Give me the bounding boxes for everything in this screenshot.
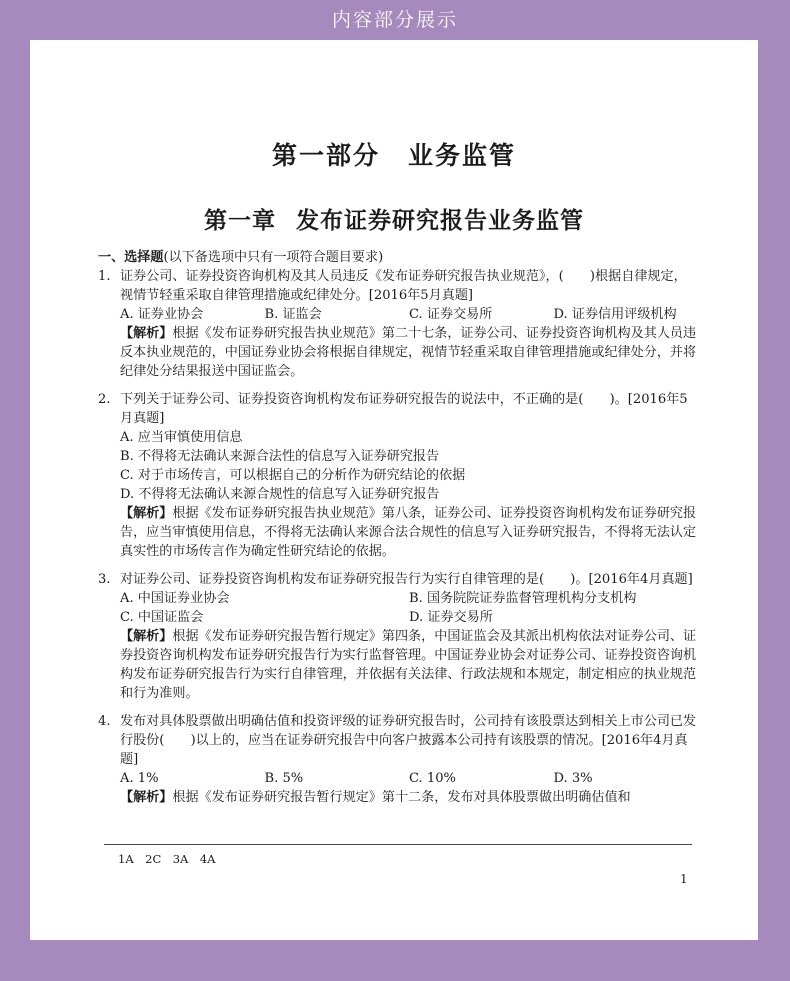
option-a: A. 证券业协会 xyxy=(120,307,204,322)
option-b: B. 证监会 xyxy=(264,307,322,322)
question-1 xyxy=(98,267,698,381)
option-b: B. 不得将无法确认来源合法性的信息写入证券研究报告 xyxy=(120,449,440,464)
option-d: D. 不得将无法确认来源合规性的信息写入证券研究报告 xyxy=(120,487,440,502)
chapter-label: 第一章 xyxy=(204,207,276,234)
chapter-title xyxy=(30,202,758,235)
question-stem: 发布对具体股票做出明确估值和投资评级的证券研究报告时，公司持有该股票达到相关上市公司已发行股份( )以上的，应当在证券研究报告中向客户披露本公司持有该股票的情况。[2016年4月真题] xyxy=(120,714,697,767)
option-c: C. 证券交易所 xyxy=(409,307,493,322)
analysis-text: 根据《发布证券研究报告执业规范》第二十七条，证券公司、证券投资咨询机构及其人员违反本执业规范的，中国证券业协会将根据自律规定，视情节轻重采取自律管理措施或纪律处分，并将纪律处分结果报送中国证监会。 xyxy=(120,326,697,379)
analysis-tag: 【解析】 xyxy=(120,506,173,521)
option-list xyxy=(120,428,698,504)
section-title: 一、选择题 xyxy=(98,250,164,265)
option-b: B. 国务院院证券监督管理机构分支机构 xyxy=(409,591,637,606)
option-b: B. 5% xyxy=(264,771,304,786)
part-title xyxy=(30,136,758,172)
part-label: 第一部分 xyxy=(271,141,380,170)
showcase-banner: 内容部分展示 xyxy=(331,9,458,31)
option-d: D. 3% xyxy=(553,771,593,786)
chapter-name: 发布证券研究报告业务监管 xyxy=(296,207,584,234)
question-number: 4. xyxy=(98,714,111,729)
question-number: 3. xyxy=(98,572,111,587)
option-c: C. 中国证监会 xyxy=(120,610,204,625)
question-4 xyxy=(98,712,698,807)
analysis xyxy=(120,788,698,807)
option-a: A. 1% xyxy=(120,771,159,786)
option-list xyxy=(120,305,698,324)
analysis-text: 根据《发布证券研究报告暂行规定》第四条，中国证监会及其派出机构依法对证券公司、证券投资咨询机构发布证券研究报告行为实行监督管理。中国证券业协会对证券公司、证券投资咨询机构发布证券研究报告行为实行自律管理，并依据有关法律、行政法规和本规定，制定相应的执业规范和行为准则。 xyxy=(120,629,697,701)
option-c: C. 10% xyxy=(409,771,456,786)
option-d: D. 证券信用评级机构 xyxy=(553,307,677,322)
option-list xyxy=(120,589,698,627)
analysis xyxy=(120,324,698,381)
option-list xyxy=(120,769,698,788)
question-list xyxy=(98,248,698,807)
question-3 xyxy=(98,570,698,703)
question-number: 1. xyxy=(98,269,111,284)
option-a: A. 应当审慎使用信息 xyxy=(120,430,243,445)
page-number: 1 xyxy=(680,872,688,886)
analysis-tag: 【解析】 xyxy=(120,790,173,805)
book-page xyxy=(30,40,758,940)
analysis-text: 根据《发布证券研究报告执业规范》第八条，证券公司、证券投资咨询机构发布证券研究报告，应当审慎使用信息，不得将无法确认来源合法合规性的信息写入证券研究报告，不得将无法认定真实性的市场传言作为确定性研究结论的依据。 xyxy=(120,506,697,559)
option-d: D. 证券交易所 xyxy=(409,610,493,625)
option-c: C. 对于市场传言，可以根据自己的分析作为研究结论的依据 xyxy=(120,468,466,483)
question-2 xyxy=(98,390,698,561)
question-stem: 下列关于证券公司、证券投资咨询机构发布证券研究报告的说法中，不正确的是( )。[2016年5月真题] xyxy=(120,392,688,426)
analysis xyxy=(120,627,698,703)
question-stem: 证券公司、证券投资咨询机构及其人员违反《发布证券研究报告执业规范》，( )根据自律规定，视情节轻重采取自律管理措施或纪律处分。[2016年5月真题] xyxy=(120,269,687,303)
question-stem: 对证券公司、证券投资咨询机构发布证券研究报告行为实行自律管理的是( )。[2016年4月真题] xyxy=(120,572,693,587)
analysis-tag: 【解析】 xyxy=(120,326,173,341)
answer-key: 1A 2C 3A 4A xyxy=(118,852,216,866)
question-number: 2. xyxy=(98,392,111,407)
analysis xyxy=(120,504,698,561)
option-a: A. 中国证券业协会 xyxy=(120,591,230,606)
analysis-tag: 【解析】 xyxy=(120,629,173,644)
part-name: 业务监管 xyxy=(408,141,517,170)
analysis-text: 根据《发布证券研究报告暂行规定》第十二条，发布对具体股票做出明确估值和 xyxy=(172,790,631,805)
footnote-divider xyxy=(104,844,692,845)
section-note: (以下备选项中只有一项符合题目要求) xyxy=(163,250,384,265)
section-heading xyxy=(98,248,698,267)
